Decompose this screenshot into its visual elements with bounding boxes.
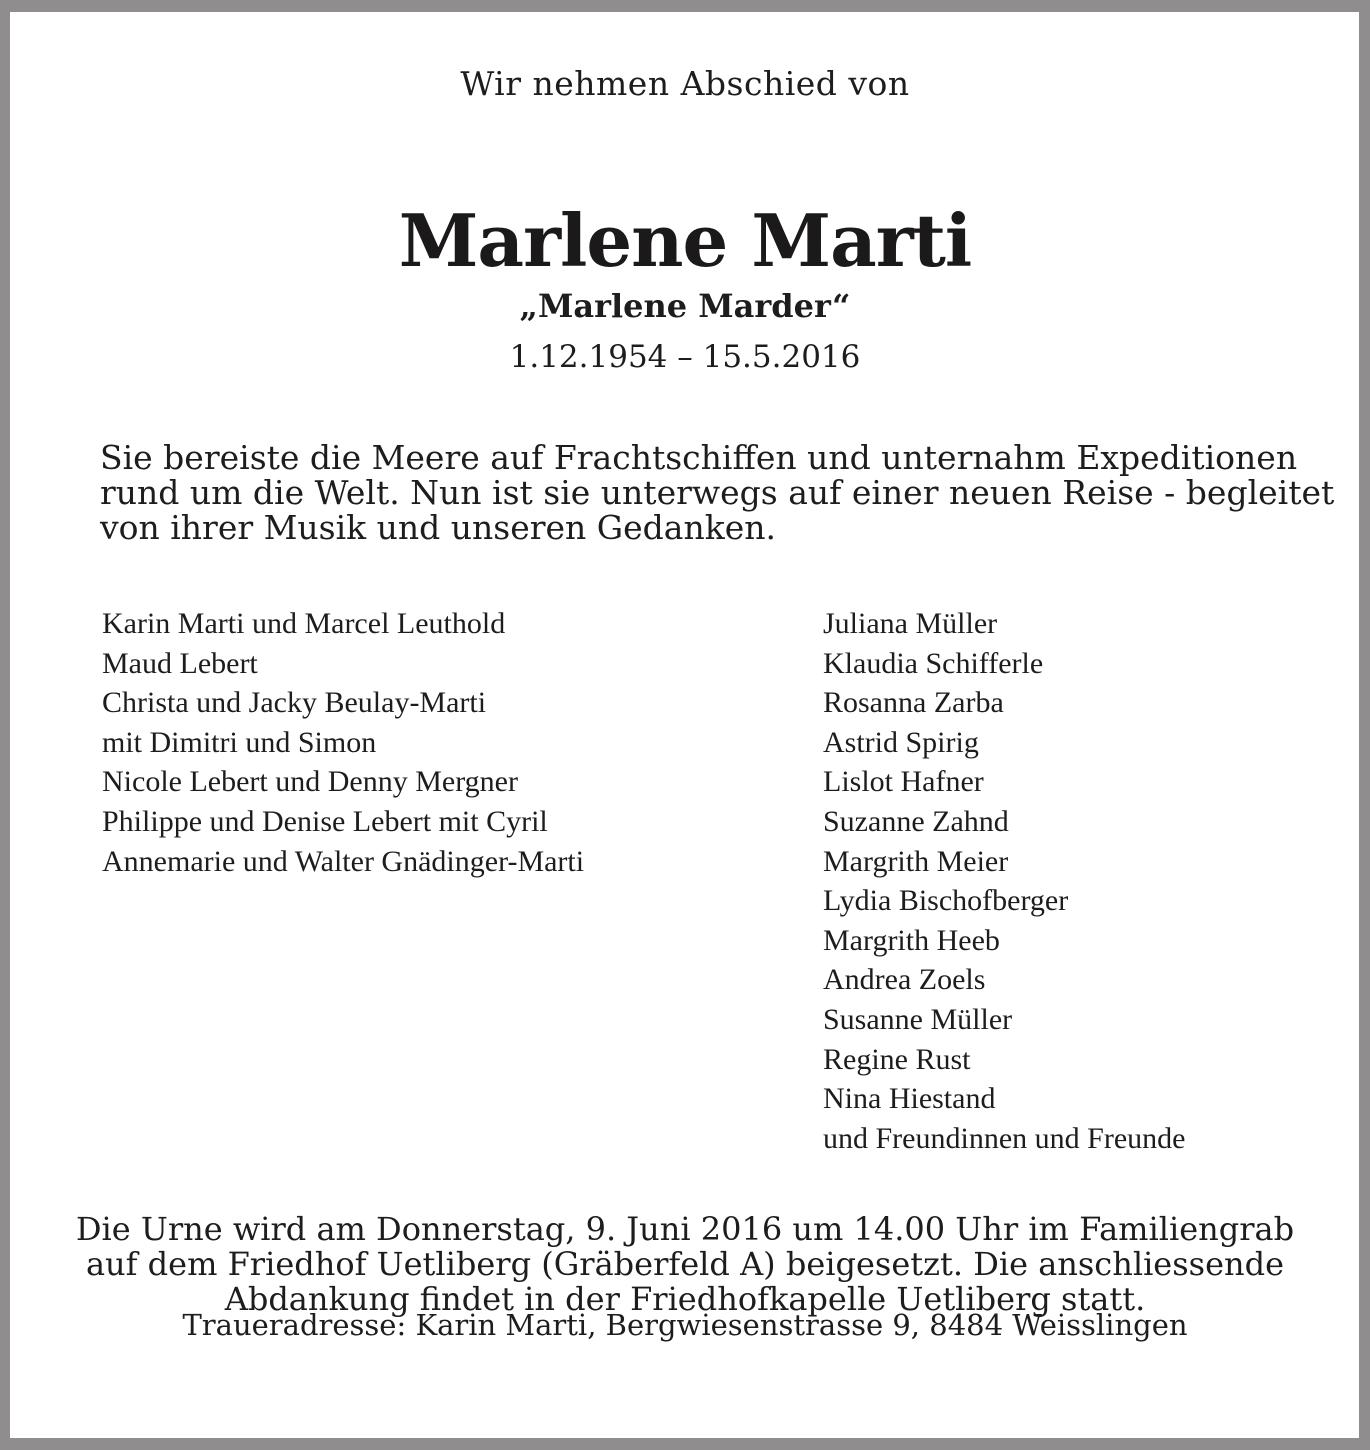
mourner-name: Susanne Müller (823, 1002, 1013, 1036)
mourner-name: Juliana Müller (823, 607, 998, 640)
mourner-name: Annemarie und Walter Gnädinger-Marti (102, 844, 585, 878)
funeral-info (60, 1212, 1310, 1317)
memorial-text-line: Sie bereiste die Meere auf Frachtschiffen und unternahm Expeditionen (100, 438, 1298, 477)
mourner-name: Lydia Bischofberger (823, 884, 1069, 918)
life-dates: 1.12.1954 – 15.5.2016 (509, 339, 861, 375)
memorial-text-line: von ihrer Musik und unseren Gedanken. (100, 508, 777, 547)
mourner-name: Suzanne Zahnd (823, 804, 1009, 838)
mourner-name: Margrith Meier (823, 844, 1009, 878)
mourner-name: Lislot Hafner (823, 765, 984, 799)
mourner-name: Margrith Heeb (823, 923, 1000, 957)
mourner-name: Astrid Spirig (823, 725, 979, 759)
funeral-info-line: auf dem Friedhof Uetliberg (Gräberfeld A) beigesetzt. Die anschliessende (85, 1245, 1285, 1283)
mourner-name: Karin Marti und Marcel Leuthold (102, 607, 506, 640)
intro-line: Wir nehmen Abschied von (460, 64, 910, 103)
mourner-name: Andrea Zoels (823, 963, 986, 997)
mourner-name: Christa und Jacky Beulay-Marti (102, 686, 487, 720)
memorial-text (100, 438, 1335, 547)
mourner-name: Rosanna Zarba (823, 686, 1004, 720)
deceased-nickname: „Marlene Marder“ (519, 287, 851, 325)
mourners-family-list (102, 604, 584, 881)
mourner-name: Nicole Lebert und Denny Mergner (102, 765, 518, 799)
mourner-name: Klaudia Schifferle (823, 646, 1044, 680)
mourners-friends-list (823, 604, 1185, 1158)
deceased-name: Marlene Marti (398, 198, 972, 283)
mourner-name: Philippe und Denise Lebert mit Cyril (102, 804, 548, 838)
memorial-text-line: rund um die Welt. Nun ist sie unterwegs auf einer neuen Reise - begleitet (100, 473, 1335, 512)
mourning-address: Traueradresse: Karin Marti, Bergwiesenstrasse 9, 8484 Weisslingen (182, 1308, 1188, 1342)
funeral-info-line: Abdankung findet in der Friedhofkapelle Uetliberg statt. (224, 1280, 1146, 1318)
mourner-name: Regine Rust (823, 1042, 971, 1076)
mourner-name: mit Dimitri und Simon (102, 725, 377, 759)
mourner-name: Nina Hiestand (823, 1082, 996, 1116)
mourner-name: Maud Lebert (102, 646, 258, 680)
funeral-info-line: Die Urne wird am Donnerstag, 9. Juni 2016 um 14.00 Uhr im Familiengrab (75, 1210, 1295, 1248)
mourner-name: und Freundinnen und Freunde (823, 1121, 1186, 1155)
